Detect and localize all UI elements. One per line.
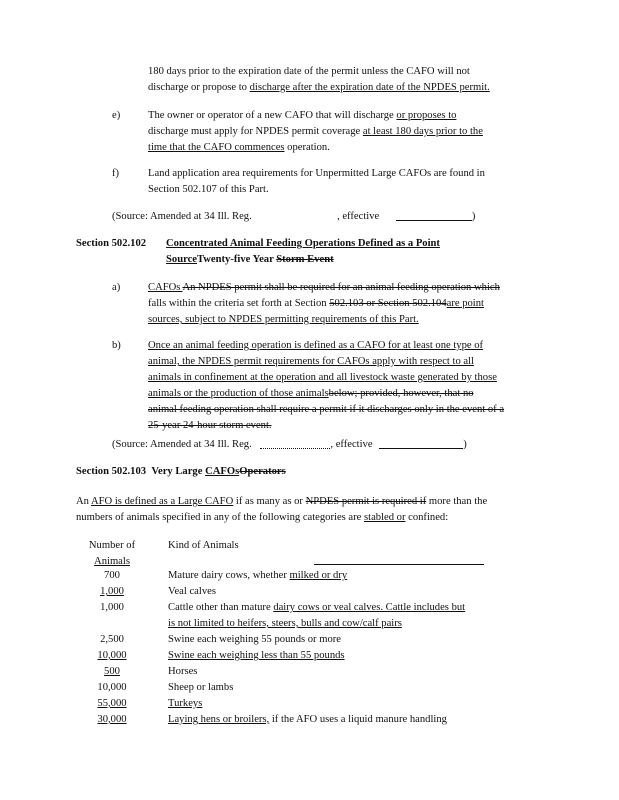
- item-e-inserted: time that the CAFO commences: [148, 142, 285, 153]
- item-b-label: b): [112, 340, 121, 351]
- item-b-line-4: [148, 386, 474, 402]
- row-kind: is not limited to heifers, steers, bulls and cow/calf pairs: [168, 618, 402, 629]
- item-e-line-1: [148, 108, 456, 124]
- item-a-text: falls within the criteria set forth at Section: [148, 298, 330, 309]
- section-102-title-inserted: Source: [166, 254, 197, 265]
- section-102-title: Concentrated Animal Feeding Operations Defined as a Point: [166, 238, 440, 249]
- item-f-line-1: Land application area requirements for Unpermitted Large CAFOs are found in: [148, 168, 485, 179]
- row-number: 30,000: [97, 714, 127, 725]
- row-kind: Turkeys: [168, 698, 203, 709]
- item-b-line-1: [148, 338, 483, 354]
- item-a-deleted: An NPDES permit shall be required for an animal feeding operation which: [182, 282, 500, 293]
- para-text: confined:: [405, 512, 449, 523]
- para-text: numbers of animals specified in any of the following categories are: [76, 512, 364, 523]
- section-102-title-deleted: Storm Event: [276, 254, 334, 265]
- item-e-text: The owner or operator of a new CAFO that will discharge: [148, 110, 397, 121]
- row-number: 10,000: [97, 682, 127, 693]
- source-close: ): [463, 439, 467, 450]
- item-a-label: a): [112, 282, 121, 293]
- item-e-line-3: [148, 140, 330, 156]
- item-a-inserted: CAFOs: [148, 282, 183, 293]
- row-kind: Swine each weighing less than 55 pounds: [168, 650, 345, 661]
- item-e-text: discharge: [148, 126, 189, 137]
- source-text: (Source: Amended at 34 Ill. Reg.: [112, 439, 252, 450]
- section-102-title-text: Twenty-five Year: [197, 254, 277, 265]
- row-kind: Veal calves: [168, 586, 216, 597]
- effective-date-blank: [379, 436, 463, 449]
- row-number: 700: [104, 570, 120, 581]
- table-header-animals: Animals: [94, 556, 130, 567]
- section-103-para-line-2: [76, 510, 448, 526]
- row-kind: Swine each weighing 55 pounds or more: [168, 634, 341, 645]
- item-f-label: f): [112, 168, 120, 179]
- item-a-deleted: 502.103 or Section 502.104: [329, 298, 447, 309]
- section-103-para-line-1: [76, 494, 487, 510]
- row-number: 500: [104, 666, 120, 677]
- section-103-title-deleted: Operators: [239, 466, 286, 477]
- para-text: more than the: [426, 496, 488, 507]
- item-e-text: operation.: [284, 142, 330, 153]
- section-102-number: Section 502.102: [76, 238, 147, 249]
- item-a-line-3: [148, 312, 419, 328]
- item-b-inserted: animals or the production of those animals: [148, 388, 329, 399]
- row-number: 2,500: [100, 634, 124, 645]
- item-e-inserted: at least 180 days prior to the: [362, 126, 483, 137]
- row-kind: Mature dairy cows, whether milked or dry: [168, 570, 348, 581]
- item-b-deleted: below; provided, however, that no: [328, 388, 474, 399]
- row-number: 55,000: [97, 698, 127, 709]
- section-102-title-line-2: [166, 252, 334, 268]
- item-b-line-2: [148, 354, 474, 370]
- para-deleted: NPDES permit is required if: [305, 496, 427, 507]
- table-header-kind: Kind of Animals: [168, 540, 239, 551]
- item-e-line-2: [148, 124, 483, 140]
- item-b-inserted: animal, the NPDES permit requirements for CAFOs apply with respect to all: [148, 356, 474, 367]
- intro-inserted-text: discharge after the expiration date of the NPDES permit.: [249, 82, 490, 93]
- item-a-line-1: [148, 280, 500, 296]
- item-f-line-2: Section 502.107 of this Part.: [148, 184, 269, 195]
- para-inserted: stabled or: [364, 512, 406, 523]
- source-effective: , effective: [337, 211, 380, 222]
- intro-line-2: [148, 80, 490, 96]
- para-text: An: [76, 496, 92, 507]
- intro-text: discharge or propose to: [148, 82, 250, 93]
- source-note-1: [112, 208, 475, 225]
- item-e-inserted: or proposes to: [396, 110, 457, 121]
- para-text: if as many as or: [233, 496, 306, 507]
- item-b-inserted: animals in confinement at the operation and all: [148, 372, 350, 383]
- item-e-text: must apply for NPDES permit coverage: [188, 126, 363, 137]
- row-kind: Laying hens or broilers, if the AFO uses a liquid manure handling: [168, 714, 447, 725]
- intro-line-1: 180 days prior to the expiration date of the permit unless the CAFO will not: [148, 66, 470, 77]
- register-page-blank: [260, 436, 330, 449]
- para-inserted: AFO is defined as a Large CAFO: [91, 496, 234, 507]
- table-header-rule: [314, 564, 484, 565]
- source-effective: , effective: [330, 439, 373, 450]
- row-number: 10,000: [97, 650, 127, 661]
- section-103-title-inserted: CAFOs: [205, 466, 240, 477]
- item-a-line-2: [148, 296, 484, 312]
- row-kind: Cattle other than mature dairy cows or veal calves. Cattle includes but: [168, 602, 466, 613]
- item-b-inserted: Once an animal feeding operation is defined as a CAFO for at least one type of: [148, 340, 484, 351]
- section-103-number: Section 502.103: [76, 466, 147, 477]
- item-b-line-3: [148, 370, 497, 386]
- table-header-number: Number of: [88, 540, 136, 551]
- item-b-inserted: livestock waste generated by those: [349, 372, 497, 383]
- effective-date-blank: [396, 208, 472, 221]
- source-close: ): [471, 211, 476, 222]
- section-103-heading: [76, 464, 286, 480]
- item-b-line-6: 25-year 24-hour storm event.: [148, 420, 272, 431]
- item-b-line-5: animal feeding operation shall require a permit if it discharges only in the event of a: [148, 404, 505, 415]
- item-a-inserted: sources, subject to NPDES permitting requirements of this Part.: [148, 314, 419, 325]
- row-kind: Horses: [168, 666, 198, 677]
- row-number: 1,000: [100, 586, 124, 597]
- section-102-title-line-1: [166, 236, 440, 252]
- source-note-2: [112, 436, 467, 453]
- section-103-title: Very Large: [151, 466, 206, 477]
- row-number: 1,000: [100, 602, 124, 613]
- row-kind: Sheep or lambs: [168, 682, 234, 693]
- item-a-inserted: are point: [446, 298, 484, 309]
- source-text: (Source: Amended at 34 Ill. Reg.: [112, 211, 252, 222]
- item-e-label: e): [112, 110, 121, 121]
